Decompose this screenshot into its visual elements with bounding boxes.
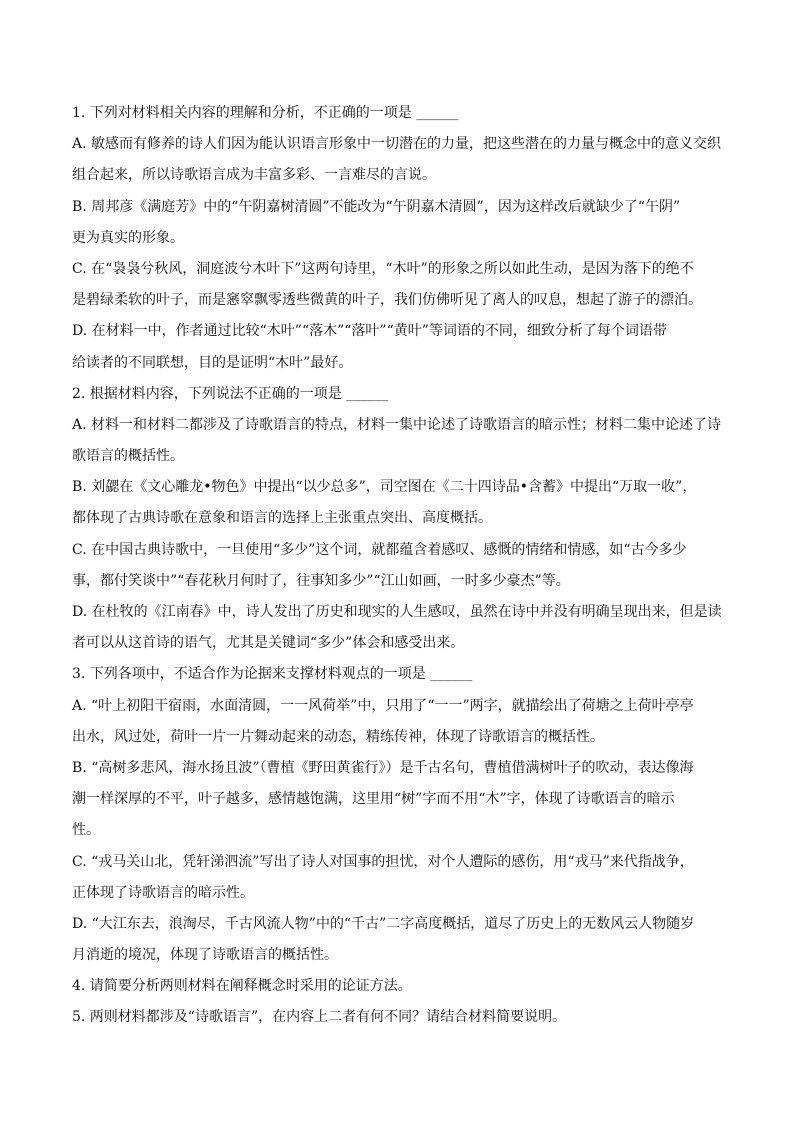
option-text: 是碧绿柔软的叶子，而是窸窣飘零透些微黄的叶子，我们仿佛听见了离人的叹息，想起了游子的漂泊。 — [72, 292, 702, 309]
option-text: D. “大江东去，浪淘尽，千古风流人物”中的“千古”二字高度概括，道尽了历史上的无数风云人物随岁 — [72, 915, 695, 932]
option-a — [72, 410, 722, 472]
question-stem: 3. 下列各项中，不适合作为论据来支撑材料观点的一项是 ______ — [72, 666, 473, 683]
option-text: 出水，风过处，荷叶一片一片舞动起来的动态，精练传神，体现了诗歌语言的概括性。 — [72, 728, 604, 745]
option-text: B. 刘勰在《文心雕龙•物色》中提出“以少总多”，司空图在《二十四诗品•含蓄》中提出“万取一收”， — [72, 479, 697, 496]
option-d — [72, 597, 722, 659]
question-4 — [72, 971, 722, 1002]
question-stem: 5. 两则材料都涉及“诗歌语言”，在内容上二者有何不同？请结合材料简要说明。 — [72, 1009, 567, 1026]
option-text: A. 敏感而有修养的诗人们因为能认识语言形象中一切潜在的力量，把这些潜在的力量与概念中的意义交织 — [72, 136, 722, 153]
option-text: 潮一样深厚的不平，叶子越多，感情越饱满，这里用“树”字而不用“木”字，体现了诗歌语言的暗示 — [72, 791, 675, 808]
option-b — [72, 472, 722, 534]
option-text: C. 在中国古典诗歌中，一旦使用“多少”这个词，就都蕴含着感叹、感慨的情绪和情感，如“古今多少 — [72, 541, 687, 558]
option-text: 给读者的不同联想，目的是证明“木叶”最好。 — [72, 354, 353, 371]
option-text: 月消逝的境况，体现了诗歌语言的概括性。 — [72, 947, 338, 964]
question-1 — [72, 98, 722, 379]
option-text: D. 在杜牧的《江南春》中，诗人发出了历史和现实的人生感叹，虽然在诗中并没有明确呈现出来，但是读 — [72, 604, 722, 620]
option-text: A. 材料一和材料二都涉及了诗歌语言的特点，材料一集中论述了诗歌语言的暗示性；材料二集中论述了诗 — [72, 416, 722, 433]
option-text: 事，都付笑谈中”“春花秋月何时了，往事知多少”“江山如画，一时多少豪杰”等。 — [72, 572, 570, 589]
option-text: B. “高树多悲风，海水扬且波”（曹植《野田黄雀行》）是千古名句，曹植借满树叶子的吹动，表达像海 — [72, 759, 694, 776]
option-c — [72, 254, 722, 316]
question-5 — [72, 1002, 722, 1033]
option-text: C. 在“袅袅兮秋风，洞庭波兮木叶下”这两句诗里，“木叶”的形象之所以如此生动，是因为落下的绝不 — [72, 260, 694, 277]
option-c — [72, 535, 722, 597]
option-text: 性。 — [72, 822, 100, 839]
option-d — [72, 316, 722, 378]
option-text: A. “叶上初阳干宿雨，水面清圆，一一风荷举”中，只用了“一一”两字，就描绘出了荷塘之上荷叶亭亭 — [72, 697, 694, 714]
option-text: C. “戎马关山北，凭轩涕泗流”写出了诗人对国事的担忧，对个人遭际的感伤，用“戎马”来代指战争， — [72, 853, 694, 870]
option-d — [72, 909, 722, 971]
option-text: 歌语言的概括性。 — [72, 448, 184, 465]
option-text: 组合起来，所以诗歌语言成为丰富多彩、一言难尽的言说。 — [72, 167, 436, 184]
question-stem: 1. 下列对材料相关内容的理解和分析，不正确的一项是 ______ — [72, 105, 459, 121]
question-3 — [72, 659, 722, 971]
question-sheet — [72, 98, 722, 1034]
option-b — [72, 192, 722, 254]
option-text: 更为真实的形象。 — [72, 229, 184, 246]
question-stem: 4. 请简要分析两则材料在阐释概念时采用的论证方法。 — [72, 978, 412, 995]
option-b — [72, 753, 722, 847]
option-a — [72, 691, 722, 753]
question-stem: 2. 根据材料内容，下列说法不正确的一项是 ______ — [72, 385, 389, 402]
option-text: D. 在材料一中，作者通过比较“木叶”“落木”“落叶”“黄叶”等词语的不同，细致分析了每个词语带 — [72, 323, 667, 340]
option-text: B. 周邦彦《满庭芳》中的“午阴嘉树清圆”不能改为“午阴嘉木清圆”，因为这样改后就缺少了“午阴” — [72, 198, 681, 215]
option-text: 正体现了诗歌语言的暗示性。 — [72, 884, 254, 901]
question-2 — [72, 379, 722, 660]
option-a — [72, 129, 722, 191]
option-text: 者可以从这首诗的语气，尤其是关键词“多少”体会和感受出来。 — [72, 635, 465, 652]
option-c — [72, 847, 722, 909]
option-text: 都体现了古典诗歌在意象和语言的选择上主张重点突出、高度概括。 — [72, 510, 492, 527]
